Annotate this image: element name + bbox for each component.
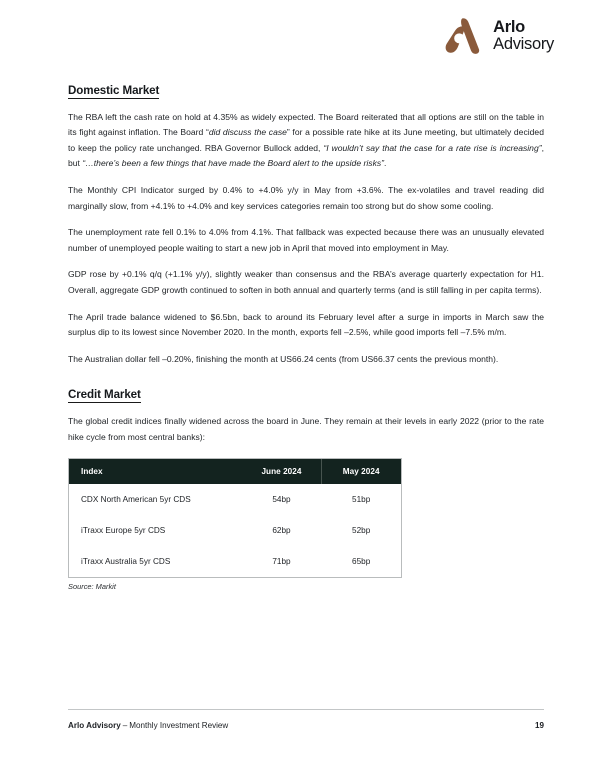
- paragraph: [68, 225, 544, 256]
- arlo-a-mark-icon: [442, 14, 484, 56]
- brand-header: [442, 14, 554, 56]
- body-text: The RBA left the cash rate on hold at 4.35% as widely expected. The Board reiterated that all options are still on the table in its fight against inflation. The Board “: [68, 111, 544, 138]
- table-cell-may-2024: 65bp: [321, 546, 401, 577]
- table-header: [69, 459, 401, 484]
- emphasis-text: “…there’s been a few things that have made the Board alert to the upside risks”: [82, 158, 385, 169]
- body-text: , but: [68, 142, 544, 169]
- document-body: [68, 82, 544, 591]
- table-row: [69, 546, 401, 577]
- table-cell-index: iTraxx Europe 5yr CDS: [69, 515, 242, 546]
- paragraph: [68, 414, 544, 445]
- paragraph: [68, 310, 544, 341]
- table-cell-index: iTraxx Australia 5yr CDS: [69, 546, 242, 577]
- table-row: [69, 484, 401, 515]
- section-domestic-market: [68, 82, 544, 110]
- footer-page-number: 19: [534, 721, 544, 730]
- column-header-june-2024: June 2024: [242, 459, 322, 484]
- table-cell-june-2024: 54bp: [242, 484, 322, 515]
- table-header-row: [69, 459, 401, 484]
- brand-wordmark: [493, 18, 554, 53]
- emphasis-text: did discuss the case: [208, 127, 287, 138]
- footer-separator: –: [122, 721, 128, 730]
- credit-indices-table: [69, 459, 401, 577]
- body-text: The unemployment rate fell 0.1% to 4.0% from 4.1%. That fallback was expected because there was an unusually elevated number of unemployed people waiting to start a new job in April that moved into employment in May.: [68, 227, 544, 253]
- body-text: ” for a possible rate hike at its June meeting, but ultimately decided to keep the policy rate unchanged. RBA Governor Bullock added,: [68, 127, 544, 153]
- table-cell-may-2024: 51bp: [321, 484, 401, 515]
- section-heading-credit-market: Credit Market: [68, 388, 141, 402]
- section-paragraphs-domestic-market: [68, 110, 544, 368]
- footer-divider: [68, 709, 544, 710]
- body-text: The Monthly CPI Indicator surged by 0.4% to +4.0% y/y in May from +3.6%. The ex-volatiles and travel reading did marginally slow, from +4.1% to +4.0% and key services categories remain too strong but do show some cooling.: [68, 184, 544, 211]
- paragraph: [68, 183, 544, 214]
- body-text: The global credit indices finally widened across the board in June. They remain at their levels in early 2022 (prior to the rate hike cycle from most central banks):: [68, 415, 544, 442]
- footer-brand: Arlo Advisory: [68, 721, 121, 730]
- emphasis-text: “I wouldn’t say that the case for a rate rise is increasing”: [323, 142, 542, 153]
- footer-title-group: [68, 721, 228, 730]
- brand-name-line1: Arlo: [493, 17, 525, 36]
- body-text: GDP rose by +0.1% q/q (+1.1% y/y), slightly weaker than consensus and the RBA’s average quarterly expectation for H1. Overall, aggregate GDP growth continued to soften in both annual and quarterly terms (and is still falling in per capita terms).: [68, 269, 544, 295]
- body-text: The April trade balance widened to $6.5bn, back to around its February level after a surge in imports in March saw the surplus dip to its lowest since November 2020. In the month, exports fell –2.5%, while good imports fell –7.5% m/m.: [68, 311, 544, 338]
- footer-row: [68, 721, 544, 730]
- section-heading-domestic-market: Domestic Market: [68, 84, 160, 97]
- credit-indices-table-container: [68, 458, 402, 578]
- section-credit-market: [68, 386, 544, 414]
- page-footer: [68, 709, 544, 730]
- paragraph: [68, 110, 544, 172]
- table-cell-june-2024: 62bp: [242, 515, 322, 546]
- column-header-index: Index: [69, 459, 242, 484]
- section-paragraphs-credit-market: [68, 414, 544, 445]
- paragraph: [68, 267, 544, 298]
- table-source-note: Source: Markit: [68, 582, 116, 592]
- table-cell-index: CDX North American 5yr CDS: [69, 484, 242, 515]
- paragraph: [68, 352, 544, 368]
- brand-name-line2: Advisory: [493, 34, 554, 53]
- table-cell-june-2024: 71bp: [242, 546, 322, 577]
- table-cell-may-2024: 52bp: [321, 515, 401, 546]
- table-body: [69, 484, 401, 577]
- table-row: [69, 515, 401, 546]
- column-header-may-2024: May 2024: [321, 459, 401, 484]
- body-text: .: [384, 158, 387, 169]
- body-text: The Australian dollar fell –0.20%, finishing the month at US66.24 cents (from US66.37 cents the previous month).: [68, 353, 499, 364]
- footer-document-title: Monthly Investment Review: [129, 721, 229, 730]
